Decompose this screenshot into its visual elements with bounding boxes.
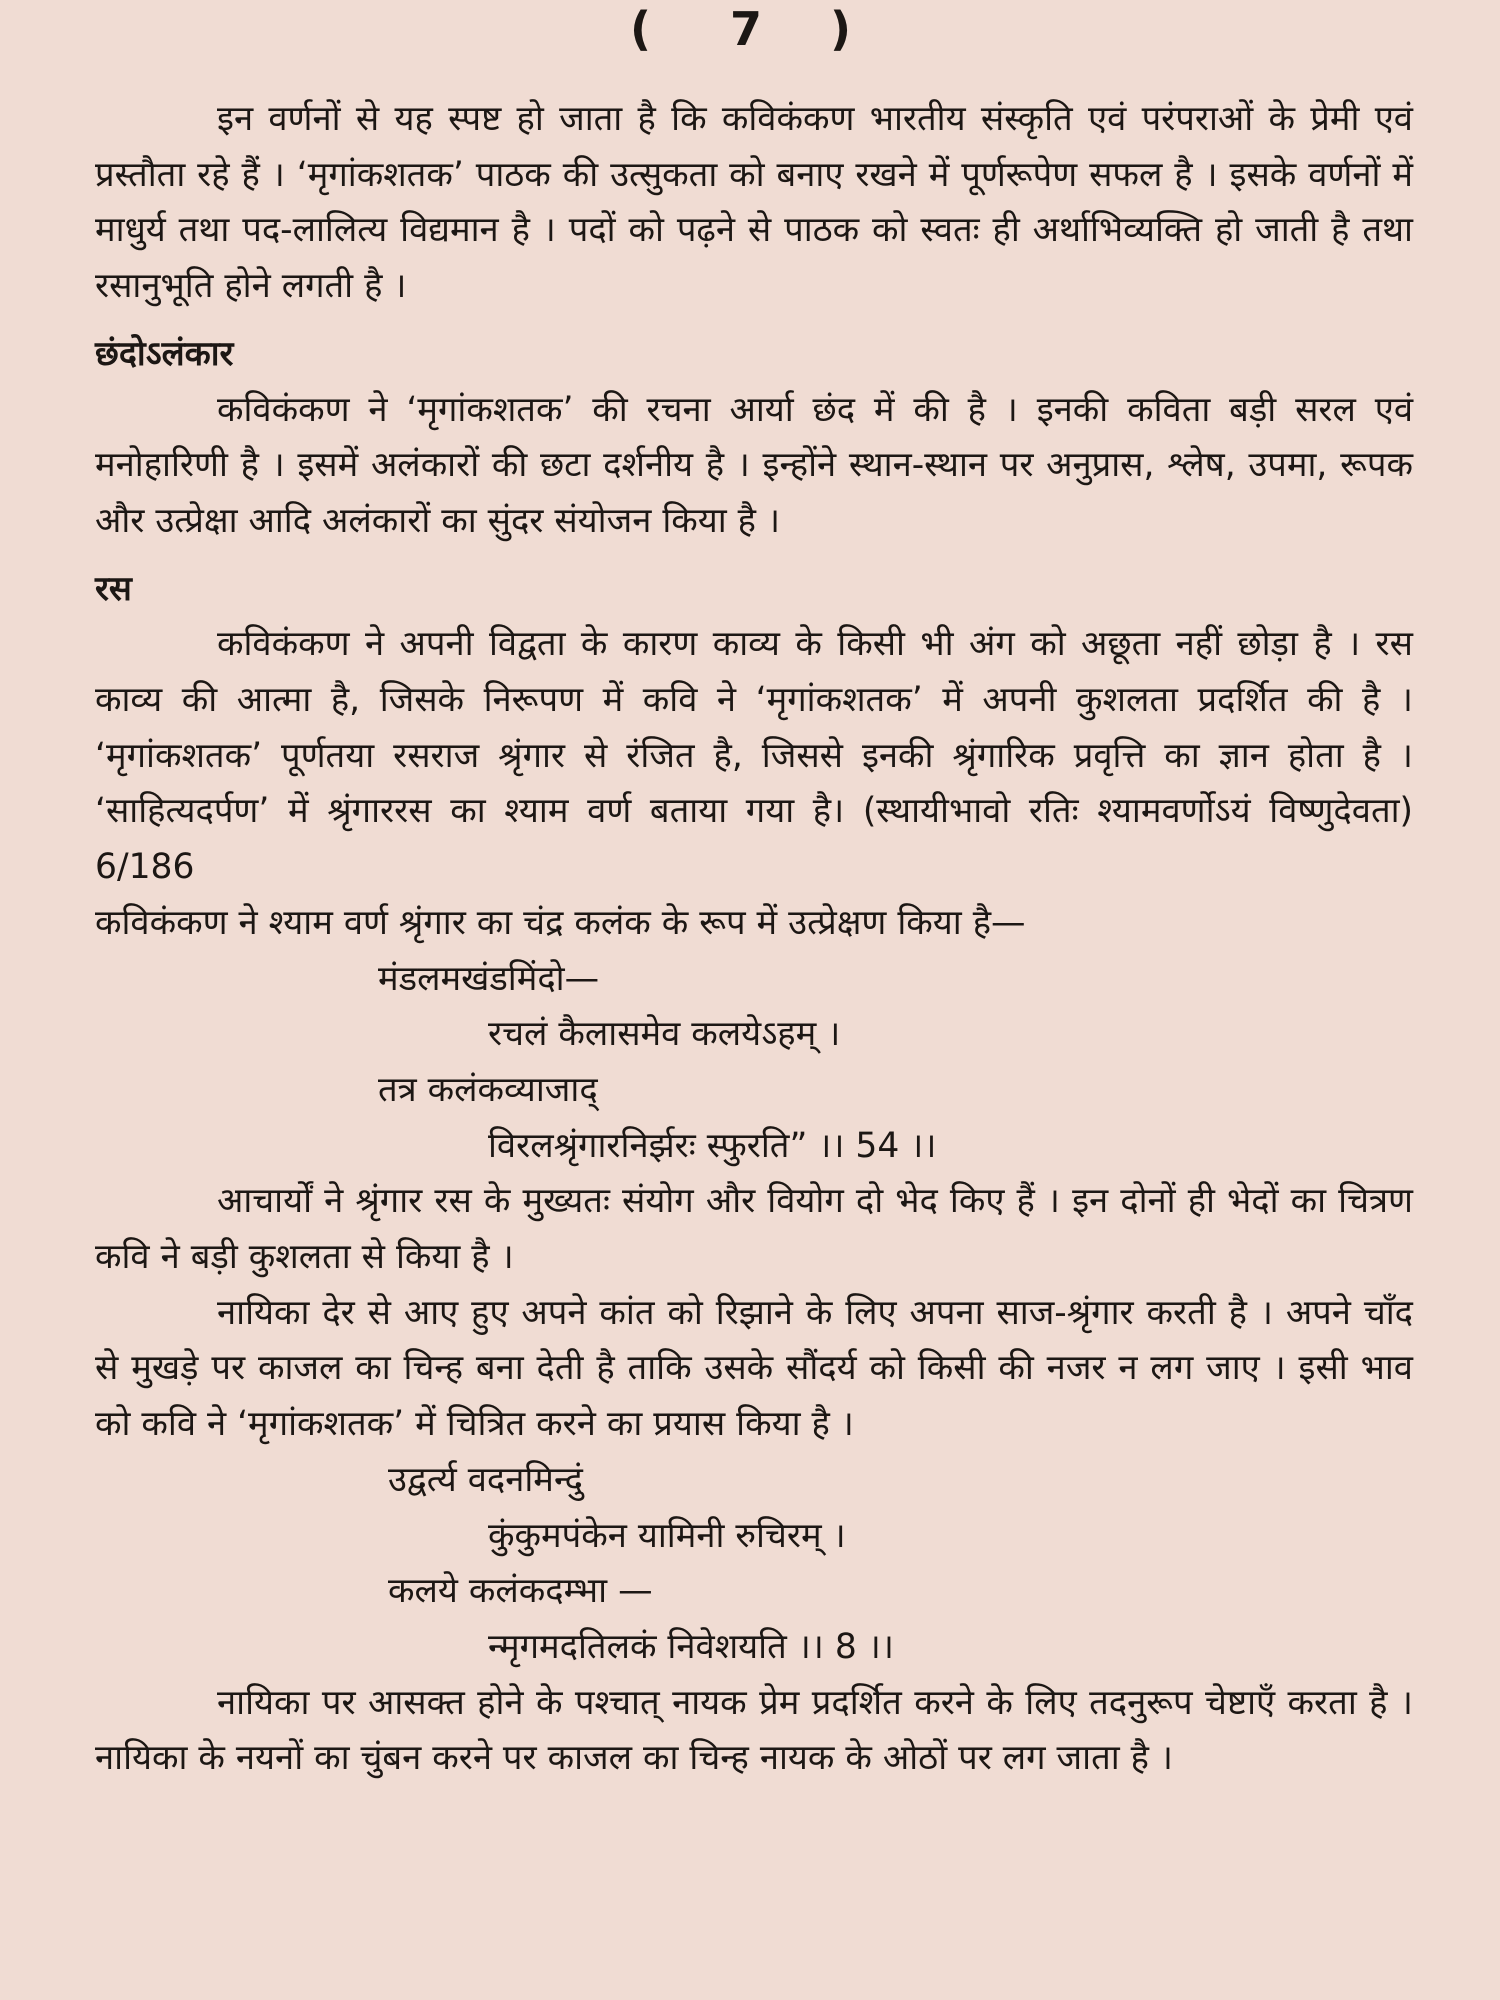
paragraph-nayak: नायिका पर आसक्त होने के पश्चात् नायक प्रेम प्रदर्शित करने के लिए तदनुरूप चेष्टाएँ करता है । नायिका के नयनों का चुंबन करने पर काजल का चिन्ह नायक के ओठों पर लग जाता है । <box>95 1682 1413 1779</box>
page-number-value: 7 <box>730 2 763 56</box>
paragraph-nayika-shringar: नायिका देर से आए हुए अपने कांत को रिझाने के लिए अपना साज-श्रृंगार करती है । अपने चाँद से मुखड़े पर काजल का चिन्ह बना देती है ताकि उसके सौंदर्य को किसी की नजर न लग जाए । इसी भाव को कवि ने ‘मृगांकशतक’ में चित्रित करने का प्रयास किया है । <box>95 1292 1413 1445</box>
verse-8-line-1: उद्वर्त्य वदनमिन्दुं <box>388 1459 583 1500</box>
verse-8-line-3: कलये कलंकदम्भा — <box>388 1571 653 1612</box>
paragraph-chhand: कविकंकण ने ‘मृगांकशतक’ की रचना आर्या छंद में की है । इनकी कविता बड़ी सरल एवं मनोहारिणी है । इसमें अलंकारों की छटा दर्शनीय है । इन्होंने स्थान-स्थान पर अनुप्रास, श्लेष, उपमा, रूपक और उत्प्रेक्षा आदि अलंकारों का सुंदर संयोजन किया है । <box>95 389 1413 541</box>
paragraph-sanyog-viyog: आचार्यों ने श्रृंगार रस के मुख्यतः संयोग और वियोग दो भेद किए हैं । इन दोनों ही भेदों का चित्रण कवि ने बड़ी कुशलता से किया है । <box>95 1181 1413 1278</box>
page-number-close-paren: ) <box>830 2 852 56</box>
verse-54-line-1: मंडलमखंडमिंदो— <box>378 958 600 999</box>
page-body <box>95 92 1413 1787</box>
verse-54-line-2: रचलं कैलासमेव कलयेऽहम् । <box>488 1014 841 1055</box>
verse-54 <box>95 952 1413 1175</box>
verse-54-line-4: विरलश्रृंगारनिर्झरः स्फुरति” ।। 54 ।। <box>488 1125 937 1166</box>
page-number-open-paren: ( <box>630 2 652 56</box>
verse-8-line-4: न्मृगमदतिलकं निवेशयति ।। 8 ।। <box>488 1626 894 1667</box>
paragraph-ras: कविकंकण ने अपनी विद्वता के कारण काव्य के किसी भी अंग को अछूता नहीं छोड़ा है । रस काव्य की आत्मा है, जिसके निरूपण में कवि ने ‘मृगांकशतक’ में अपनी कुशलता प्रदर्शित की है । ‘मृगांकशतक’ पूर्णतया रसराज श्रृंगार से रंजित है, जिससे इनकी श्रृंगारिक प्रवृत्ति का ज्ञान होता है । ‘साहित्यदर्पण’ में श्रृंगाररस का श्याम वर्ण बताया गया है। (स्थायीभावो रतिः श्यामवर्णोऽयं विष्णुदेवता) 6/186 <box>95 624 1413 888</box>
verse-8-line-2: कुंकुमपंकेन यामिनी रुचिरम् । <box>488 1515 846 1556</box>
paragraph-intro: इन वर्णनों से यह स्पष्ट हो जाता है कि कविकंकण भारतीय संस्कृति एवं परंपराओं के प्रेमी एवं प्रस्तौता रहे हैं । ‘मृगांकशतक’ पाठक की उत्सुकता को बनाए रखने में पूर्णरूपेण सफल है । इसके वर्णनों में माधुर्य तथा पद-लालित्य विद्यमान है । पदों को पढ़ने से पाठक को स्वतः ही अर्थाभिव्यक्ति हो जाती है तथा रसानुभूति होने लगती है । <box>95 99 1413 307</box>
paragraph-ras-lead: कविकंकण ने श्याम वर्ण श्रृंगार का चंद्र कलंक के रूप में उत्प्रेक्षण किया है— <box>95 902 1026 943</box>
heading-chhandolankar: छंदोऽलंकार <box>95 333 234 374</box>
heading-ras: रस <box>95 568 132 609</box>
verse-8 <box>95 1453 1413 1676</box>
verse-54-line-3: तत्र कलंकव्याजाद् <box>378 1069 598 1110</box>
